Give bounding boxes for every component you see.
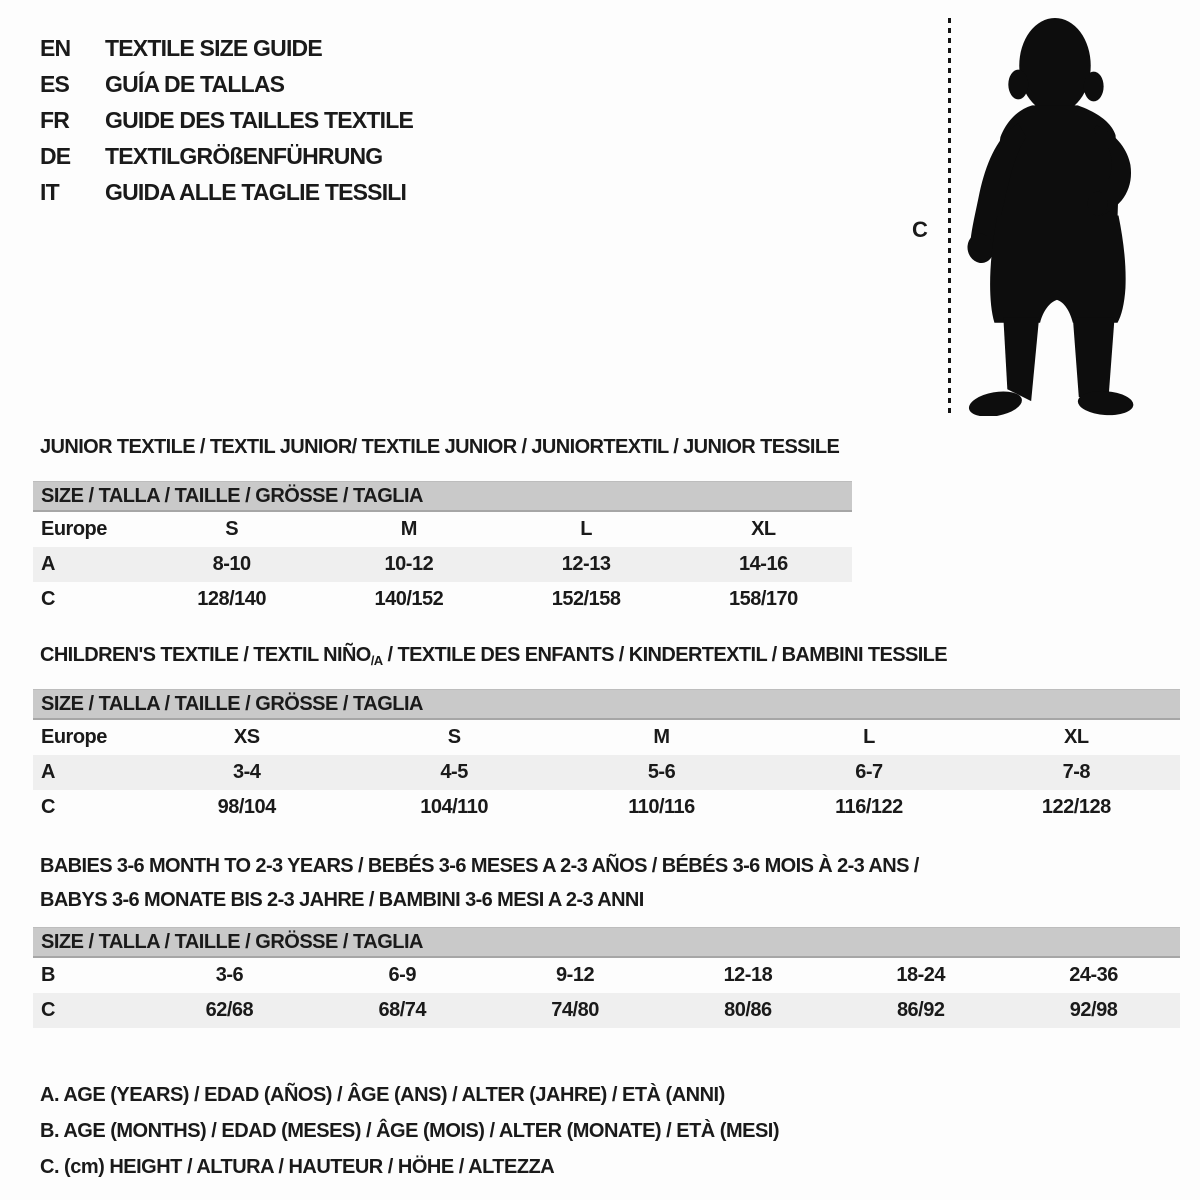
table-row — [33, 512, 852, 547]
table-cell: 80/86 — [724, 999, 772, 1021]
babies-size-table — [33, 927, 1180, 1028]
language-title: GUÍA DE TALLAS — [105, 70, 285, 97]
height-measure-dashed-line — [948, 18, 951, 418]
table-cell: L — [863, 726, 875, 748]
table-cell: 24-36 — [1069, 964, 1118, 986]
row-label: Europe — [41, 726, 107, 748]
table-cell: 104/110 — [420, 796, 488, 818]
children-title-subscript: /A — [370, 653, 383, 668]
children-section-title — [40, 644, 947, 668]
language-row — [40, 66, 413, 102]
language-code: DE — [40, 142, 71, 169]
language-title: GUIDA ALLE TAGLIE TESSILI — [105, 178, 407, 205]
row-label: C — [41, 999, 55, 1021]
language-row — [40, 102, 413, 138]
junior-size-table — [33, 481, 852, 617]
size-header-label: SIZE / TALLA / TAILLE / GRÖSSE / TAGLIA — [41, 930, 423, 953]
table-cell: 8-10 — [212, 553, 251, 575]
children-title-prefix: CHILDREN'S TEXTILE / TEXTIL NIÑO — [40, 644, 371, 666]
language-code: EN — [40, 34, 71, 61]
table-cell: 12-13 — [561, 553, 611, 575]
row-label: B — [41, 964, 55, 986]
table-cell: M — [400, 518, 417, 540]
babies-title-line2: BABYS 3-6 MONATE BIS 2-3 JAHRE / BAMBINI 3-6 MESI A 2-3 ANNI — [40, 889, 644, 911]
table-cell: 5-6 — [647, 761, 676, 783]
table-cell: 18-24 — [896, 964, 946, 986]
table-cell: 14-16 — [739, 553, 788, 575]
language-title: GUIDE DES TAILLES TEXTILE — [105, 106, 413, 133]
legend-line-height-cm: C. (cm) HEIGHT / ALTURA / HAUTEUR / HÖHE / ALTEZZA — [40, 1155, 555, 1178]
measure-legend — [40, 1077, 779, 1185]
table-row — [33, 547, 852, 582]
table-cell: M — [653, 726, 670, 748]
language-code: IT — [40, 178, 59, 205]
legend-line-age-months: B. AGE (MONTHS) / EDAD (MESES) / ÂGE (MOIS) / ALTER (MONATE) / ETÀ (MESI) — [40, 1119, 780, 1142]
table-row — [33, 993, 1180, 1028]
table-cell: 110/116 — [628, 796, 695, 818]
row-label: C — [41, 796, 55, 818]
language-title: TEXTILGRÖßENFÜHRUNG — [105, 142, 383, 169]
language-row — [40, 30, 413, 66]
legend-line-age-years: A. AGE (YEARS) / EDAD (AÑOS) / ÂGE (ANS) / ALTER (JAHRE) / ETÀ (ANNI) — [40, 1083, 725, 1106]
table-cell: 140/152 — [374, 588, 444, 610]
table-cell: 122/128 — [1041, 796, 1111, 818]
table-row — [33, 790, 1180, 825]
table-row — [33, 755, 1180, 790]
table-cell: 98/104 — [217, 796, 276, 818]
table-cell: S — [447, 726, 461, 748]
row-label: A — [41, 761, 55, 783]
toddler-silhouette-image — [962, 14, 1142, 416]
table-cell: 86/92 — [896, 999, 945, 1021]
size-header-bar — [33, 481, 852, 512]
table-cell: XL — [751, 518, 776, 540]
table-cell: 128/140 — [197, 588, 267, 610]
table-cell: 152/158 — [551, 588, 621, 610]
table-cell: 6-9 — [388, 964, 416, 986]
table-cell: 92/98 — [1069, 999, 1118, 1021]
table-cell: XL — [1064, 726, 1089, 748]
babies-section-title — [40, 849, 919, 917]
language-code: FR — [40, 106, 70, 133]
table-row — [33, 958, 1180, 993]
babies-title-line1: BABIES 3-6 MONTH TO 2-3 YEARS / BEBÉS 3-6 MESES A 2-3 AÑOS / BÉBÉS 3-6 MOIS À 2-3 ANS / — [40, 855, 919, 877]
language-row — [40, 138, 413, 174]
size-header-bar — [33, 927, 1180, 958]
children-size-table — [33, 689, 1180, 825]
table-cell: 158/170 — [728, 588, 798, 610]
table-cell: 6-7 — [855, 761, 883, 783]
table-cell: XS — [233, 726, 260, 748]
table-cell: 9-12 — [556, 964, 595, 986]
height-measure-label: C — [912, 217, 928, 242]
table-cell: 74/80 — [551, 999, 599, 1021]
language-title: TEXTILE SIZE GUIDE — [105, 34, 322, 61]
size-header-label: SIZE / TALLA / TAILLE / GRÖSSE / TAGLIA — [41, 692, 423, 715]
language-code: ES — [40, 70, 70, 97]
table-cell: 4-5 — [440, 761, 468, 783]
table-cell: 3-6 — [215, 964, 244, 986]
table-cell: 3-4 — [233, 761, 261, 783]
language-row — [40, 174, 413, 210]
table-cell: S — [225, 518, 239, 540]
table-cell: L — [580, 518, 592, 540]
size-header-bar — [33, 689, 1180, 720]
children-title-suffix: / TEXTILE DES ENFANTS / KINDERTEXTIL / BAMBINI TESSILE — [382, 644, 948, 666]
table-cell: 68/74 — [378, 999, 427, 1021]
row-label: Europe — [41, 518, 107, 540]
table-cell: 10-12 — [384, 553, 434, 575]
table-cell: 12-18 — [723, 964, 773, 986]
language-title-list — [40, 30, 413, 210]
row-label: A — [41, 553, 55, 575]
size-header-label: SIZE / TALLA / TAILLE / GRÖSSE / TAGLIA — [41, 484, 423, 507]
table-cell: 116/122 — [835, 796, 903, 818]
table-cell: 62/68 — [205, 999, 254, 1021]
table-row — [33, 720, 1180, 755]
junior-section-title: JUNIOR TEXTILE / TEXTIL JUNIOR/ TEXTILE JUNIOR / JUNIORTEXTIL / JUNIOR TESSILE — [40, 436, 840, 458]
row-label: C — [41, 588, 55, 610]
table-cell: 7-8 — [1062, 761, 1091, 783]
table-row — [33, 582, 852, 617]
